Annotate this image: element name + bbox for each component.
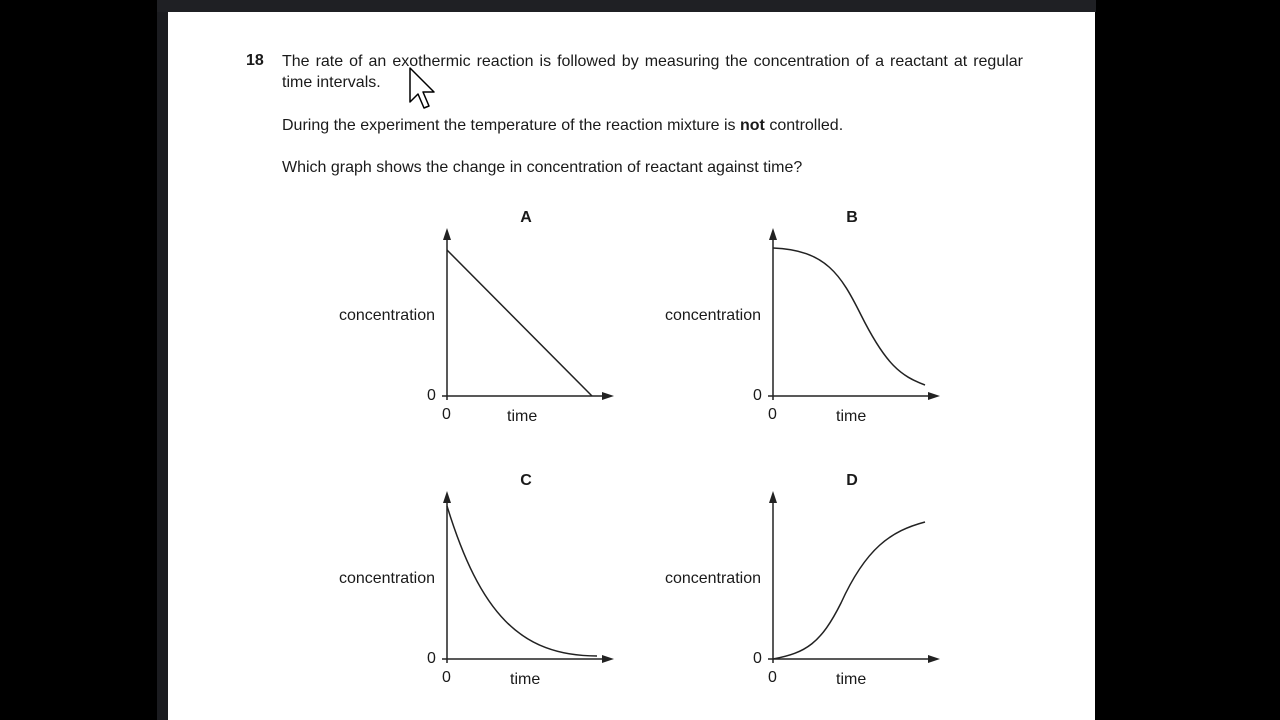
y-axis-arrow-icon [443, 491, 451, 503]
condition-text: During the experiment the temperature of the reaction mixture is [282, 117, 740, 134]
graph-title: A [520, 209, 532, 226]
x-axis-arrow-icon [602, 655, 614, 663]
left-edge-strip [157, 0, 168, 720]
x-zero-label: 0 [442, 406, 451, 423]
y-axis-label: concentration [338, 307, 435, 324]
question-condition [282, 115, 1023, 136]
y-axis-label: concentration [664, 307, 761, 324]
y-zero-label: 0 [427, 650, 436, 667]
x-zero-label: 0 [768, 406, 777, 423]
graph-title: C [520, 472, 532, 489]
curve-line [447, 250, 592, 396]
graph-option-d[interactable] [646, 463, 966, 693]
question-stem: The rate of an exothermic reaction is followed by measuring the concentration of a reactant at regular time intervals. [282, 53, 1023, 91]
graph-title: D [846, 472, 858, 489]
x-axis-arrow-icon [928, 655, 940, 663]
x-zero-label: 0 [768, 669, 777, 686]
graph-option-c[interactable] [320, 463, 640, 693]
y-axis-arrow-icon [769, 491, 777, 503]
emphasis-not: not [740, 117, 765, 134]
x-zero-label: 0 [442, 669, 451, 686]
y-axis-arrow-icon [443, 228, 451, 240]
y-axis-arrow-icon [769, 228, 777, 240]
x-axis-label: time [507, 408, 538, 425]
x-axis-label: time [510, 671, 541, 688]
y-zero-label: 0 [753, 650, 762, 667]
curve-line [447, 506, 597, 656]
y-zero-label: 0 [753, 387, 762, 404]
graph-option-a[interactable] [320, 200, 640, 430]
condition-text-end: controlled. [764, 117, 844, 134]
curve-line [773, 522, 925, 659]
y-axis-label: concentration [338, 570, 435, 587]
x-axis-arrow-icon [928, 392, 940, 400]
mouse-pointer-icon [408, 66, 438, 116]
question-prompt: Which graph shows the change in concentration of reactant against time? [282, 159, 803, 176]
graph-option-b[interactable] [646, 200, 966, 430]
x-axis-label: time [836, 408, 867, 425]
y-axis-label: concentration [664, 570, 761, 587]
x-axis-arrow-icon [602, 392, 614, 400]
top-bar [157, 0, 1096, 12]
curve-line [773, 248, 925, 385]
y-zero-label: 0 [427, 387, 436, 404]
question-number: 18 [246, 52, 264, 69]
graph-title: B [846, 209, 858, 226]
x-axis-label: time [836, 671, 867, 688]
